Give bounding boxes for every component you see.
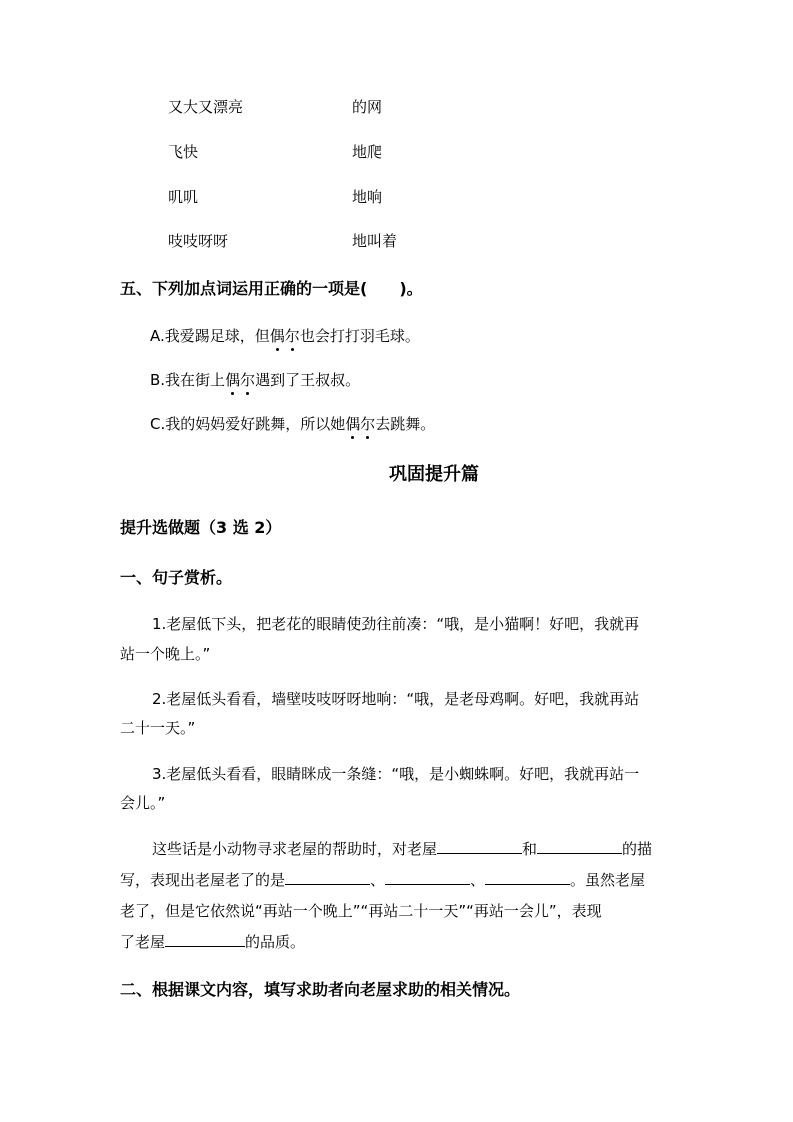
emphasis-char: 尔 [240,371,256,389]
fill-text: 、 [470,871,486,889]
match-left-2: 飞快 [168,143,199,161]
fill-text: 、 [370,871,386,889]
fill-line-3: 老了，但是它依然说“再站一个晚上”“再站二十一天”“再站一会儿”，表现 [120,902,602,920]
answer-blank[interactable] [437,839,522,854]
answer-blank[interactable] [385,870,470,885]
fill-text: 。虽然老屋 [570,871,646,889]
match-left-4: 吱吱呀呀 [168,232,229,250]
option-text: 遇到了王叔叔。 [255,371,361,389]
emphasis-char: 尔 [284,327,300,345]
sentence-3-line2: 会儿。” [120,794,166,812]
fill-line-2 [120,865,645,896]
answer-blank[interactable] [485,870,570,885]
fill-text: 的描 [622,840,653,858]
q5-option-a [150,325,420,346]
answer-blank[interactable] [165,932,245,947]
fill-text: 的品质。 [245,933,306,951]
match-right-3: 地响 [352,188,383,206]
q5-heading: 五、下列加点词运用正确的一项是( )。 [120,279,423,298]
sentence-3-line1: 3.老屋低头看看，眼睛眯成一条缝：“哦，是小蜘蛛啊。好吧，我就再站一 [152,765,640,783]
fill-text: 了老屋 [120,933,166,951]
option-text: B.我在街上 [150,371,226,389]
option-text: 去跳舞。 [375,415,436,433]
q2-heading: 二、根据课文内容，填写求助者向老屋求助的相关情况。 [120,980,521,999]
q5-option-c [150,413,435,434]
option-text: C.我的妈妈爱好跳舞，所以她 [150,415,346,433]
fill-text: 写，表现出老屋老了的是 [120,871,286,889]
sentence-2-line2: 二十一天。” [120,719,196,737]
option-text: A.我爱踢足球，但 [150,327,270,345]
sentence-1-line2: 站一个晚上。” [120,645,211,663]
emphasis-char: 尔 [360,415,376,433]
fill-line-4 [120,927,305,958]
sentence-2-line1: 2.老屋低头看看，墙壁吱吱呀呀地响：“哦，是老母鸡啊。好吧，我就再站 [152,690,640,708]
match-left-1: 又大又漂亮 [168,98,244,116]
fill-line-1 [152,834,652,865]
emphasis-char: 偶 [225,371,241,389]
fill-text: 和 [522,840,538,858]
answer-blank[interactable] [285,870,370,885]
match-right-4: 地叫着 [352,232,398,250]
q1-heading: 一、句子赏析。 [120,568,233,587]
match-right-2: 地爬 [352,143,383,161]
emphasis-char: 偶 [269,327,285,345]
fill-text: 这些话是小动物寻求老屋的帮助时，对老屋 [152,840,438,858]
option-text: 也会打打羽毛球。 [299,327,420,345]
sentence-1-line1: 1.老屋低下头，把老花的眼睛使劲往前凑：“哦，是小猫啊！好吧，我就再 [152,615,640,633]
match-left-3: 叽叽 [168,188,199,206]
emphasis-char: 偶 [345,415,361,433]
match-right-1: 的网 [352,98,383,116]
section-subtitle: 提升选做题（3 选 2） [120,518,282,537]
q5-option-b [150,369,360,390]
section-title: 巩固提升篇 [389,464,479,485]
answer-blank[interactable] [537,839,622,854]
